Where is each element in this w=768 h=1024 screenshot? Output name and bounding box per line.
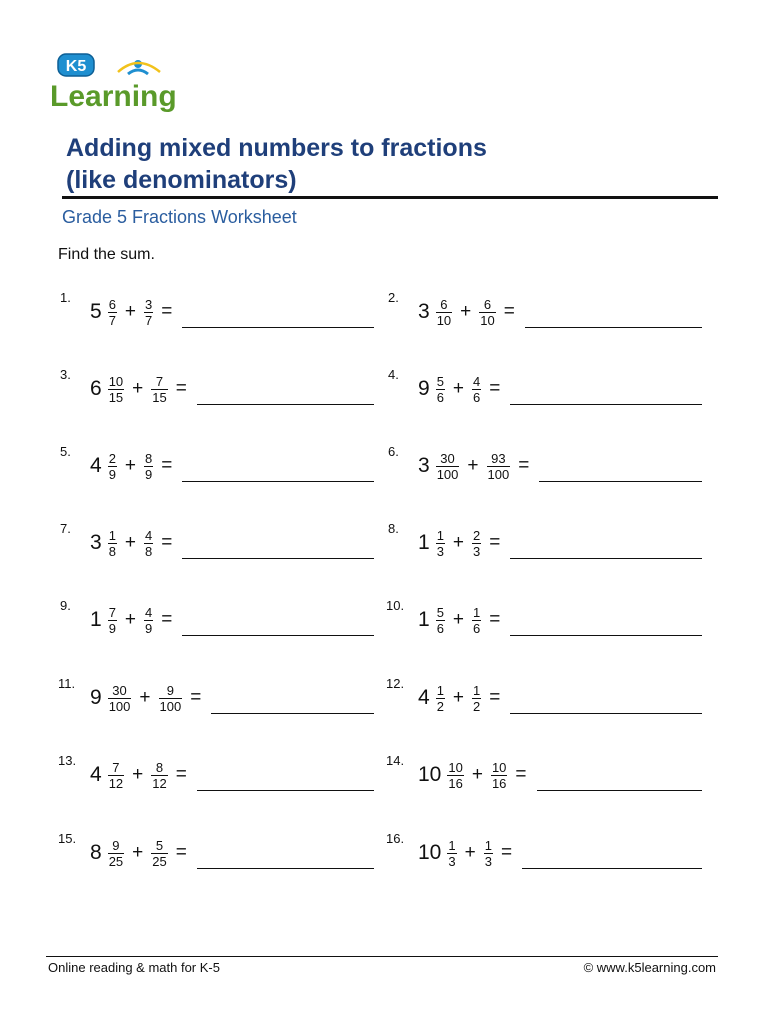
first-denominator: 15 [108,389,124,405]
first-denominator: 3 [436,543,444,559]
plus-sign: + [452,378,465,399]
second-fraction [472,528,481,559]
first-fraction [108,451,117,482]
answer-blank [539,481,702,482]
problem-number: 4. [388,367,399,382]
first-fraction [436,605,445,636]
first-fraction [436,451,460,482]
whole-number: 1 [418,608,430,631]
answer-blank [537,790,702,791]
footer-divider [46,956,718,957]
first-fraction [108,605,117,636]
plus-sign: + [464,842,476,863]
equals-sign: = [515,764,527,785]
title-line-2: (like denominators) [66,166,297,194]
equals-sign: = [190,687,202,708]
problem-number: 6. [388,444,399,459]
plus-sign: + [124,609,137,630]
problem-number: 12. [386,676,405,691]
second-denominator: 15 [152,389,167,405]
second-fraction [144,297,153,328]
first-denominator: 6 [436,389,444,405]
first-numerator: 30 [440,450,455,466]
first-numerator: 1 [448,837,456,853]
second-numerator: 1 [484,837,492,853]
first-fraction [447,838,456,869]
problem-number: 2. [388,290,399,305]
plus-sign: + [452,687,465,708]
whole-number: 3 [418,454,430,477]
problem-expression [90,371,187,407]
k5-learning-logo [48,50,188,114]
whole-number: 1 [90,608,102,631]
whole-number: 3 [418,300,430,323]
plus-sign: + [132,842,144,863]
second-denominator: 3 [484,853,492,869]
answer-blank [510,635,702,636]
footer-tagline: Online reading & math for K-5 [48,960,220,975]
first-denominator: 6 [436,620,444,636]
first-fraction [436,528,445,559]
first-fraction [108,297,117,328]
problem-expression [418,371,500,407]
second-numerator: 7 [155,373,164,389]
problem-number: 10. [386,598,405,613]
second-denominator: 9 [145,620,153,636]
first-denominator: 3 [448,853,456,869]
first-denominator: 9 [108,620,116,636]
problem-expression [418,757,527,793]
equals-sign: = [161,455,173,476]
second-numerator: 93 [491,450,506,466]
problem-number: 14. [386,753,405,768]
problem-number: 5. [60,444,71,459]
first-fraction [447,760,463,791]
problem-number: 16. [386,831,405,846]
whole-number: 1 [418,531,430,554]
plus-sign: + [471,764,483,785]
whole-number: 9 [418,377,430,400]
first-denominator: 7 [108,312,116,328]
plus-sign: + [124,455,137,476]
second-numerator: 6 [483,296,492,312]
second-numerator: 4 [145,527,153,543]
second-denominator: 2 [473,698,481,714]
plus-sign: + [452,609,465,630]
second-fraction [472,605,481,636]
first-numerator: 5 [436,373,444,389]
equals-sign: = [161,609,173,630]
answer-blank [525,327,702,328]
problem-number: 9. [60,598,71,613]
second-denominator: 9 [145,466,153,482]
first-numerator: 2 [108,450,116,466]
second-numerator: 4 [145,604,153,620]
first-fraction [108,683,132,714]
second-denominator: 10 [480,312,495,328]
problem-expression [90,525,172,561]
whole-number: 4 [418,686,430,709]
equals-sign: = [518,455,530,476]
second-numerator: 3 [145,296,153,312]
problem-expression [90,602,172,638]
second-fraction [472,374,481,405]
first-denominator: 25 [108,853,124,869]
answer-blank [197,404,374,405]
plus-sign: + [460,301,472,322]
equals-sign: = [175,764,187,785]
second-denominator: 12 [152,775,167,791]
problem-expression [418,602,500,638]
header-divider [62,196,718,199]
title-line-1: Adding mixed numbers to fractions [66,134,487,162]
second-fraction [144,605,153,636]
first-numerator: 6 [108,296,116,312]
worksheet-subtitle: Grade 5 Fractions Worksheet [62,207,297,227]
second-fraction [487,451,511,482]
second-numerator: 5 [155,837,164,853]
equals-sign: = [489,687,501,708]
first-numerator: 10 [448,759,463,775]
first-denominator: 9 [108,466,116,482]
second-numerator: 9 [166,682,174,698]
first-fraction [108,528,117,559]
second-denominator: 16 [491,775,507,791]
problem-number: 7. [60,521,71,536]
problem-expression [90,757,187,793]
answer-blank [522,868,702,869]
first-numerator: 1 [108,527,116,543]
svg-text:K5: K5 [65,58,87,75]
second-numerator: 8 [145,450,153,466]
problem-expression [90,448,172,484]
first-denominator: 8 [108,543,116,559]
svg-text:Learning: Learning [50,80,177,113]
answer-blank [182,558,374,559]
answer-blank [182,481,374,482]
second-fraction [484,838,493,869]
equals-sign: = [489,532,501,553]
problem-expression [90,835,187,871]
answer-blank [211,713,374,714]
second-fraction [472,683,481,714]
whole-number: 3 [90,531,102,554]
equals-sign: = [175,378,187,399]
first-numerator: 7 [108,604,116,620]
second-numerator: 1 [473,682,481,698]
footer-website: © www.k5learning.com [583,960,716,975]
first-numerator: 5 [436,604,444,620]
equals-sign: = [500,842,513,863]
second-denominator: 25 [152,853,167,869]
plus-sign: + [467,455,479,476]
whole-number: 9 [90,686,102,709]
problem-number: 3. [60,367,71,382]
equals-sign: = [161,532,173,553]
answer-blank [182,635,374,636]
problem-number: 13. [58,753,77,768]
whole-number: 4 [90,763,102,786]
plus-sign: + [124,532,137,553]
problem-expression [418,294,515,330]
first-numerator: 9 [112,837,120,853]
whole-number: 5 [90,300,102,323]
first-numerator: 1 [436,682,444,698]
first-numerator: 6 [440,296,448,312]
problem-expression [418,525,500,561]
plus-sign: + [132,764,144,785]
second-denominator: 100 [159,698,182,714]
worksheet-title [66,132,706,196]
second-numerator: 2 [473,527,481,543]
second-numerator: 1 [473,604,481,620]
second-fraction [151,838,167,869]
plus-sign: + [132,378,144,399]
second-fraction [151,374,167,405]
first-denominator: 12 [108,775,124,791]
problem-expression [418,835,512,871]
first-denominator: 100 [108,698,131,714]
first-denominator: 100 [436,466,459,482]
second-numerator: 4 [473,373,481,389]
second-denominator: 3 [473,543,481,559]
second-denominator: 6 [473,620,481,636]
answer-blank [510,713,702,714]
first-fraction [436,297,452,328]
problem-expression [90,680,201,716]
whole-number: 6 [90,377,102,400]
plus-sign: + [124,301,137,322]
answer-blank [197,868,374,869]
second-fraction [151,760,167,791]
equals-sign: = [503,301,515,322]
whole-number: 10 [418,841,442,864]
second-fraction [144,451,153,482]
second-denominator: 8 [145,543,153,559]
equals-sign: = [175,842,187,863]
problem-expression [418,448,529,484]
equals-sign: = [161,301,173,322]
instructions: Find the sum. [58,246,155,263]
answer-blank [510,558,702,559]
second-denominator: 6 [473,389,481,405]
whole-number: 10 [418,763,442,786]
first-fraction [436,374,445,405]
problem-expression [418,680,500,716]
first-numerator: 7 [112,759,120,775]
answer-blank [197,790,374,791]
second-fraction [144,528,153,559]
second-numerator: 8 [155,759,164,775]
first-denominator: 16 [448,775,463,791]
first-numerator: 1 [436,527,444,543]
first-fraction [108,374,124,405]
plus-sign: + [139,687,151,708]
second-fraction [479,297,495,328]
second-fraction [159,683,183,714]
second-denominator: 100 [487,466,510,482]
answer-blank [510,404,702,405]
second-numerator: 10 [491,759,507,775]
equals-sign: = [489,609,501,630]
first-numerator: 30 [112,682,127,698]
second-denominator: 7 [145,312,153,328]
answer-blank [182,327,374,328]
second-fraction [491,760,507,791]
equals-sign: = [489,378,501,399]
whole-number: 4 [90,454,102,477]
first-fraction [108,760,124,791]
problem-number: 1. [60,290,71,305]
first-denominator: 2 [436,698,444,714]
whole-number: 8 [90,841,102,864]
first-fraction [436,683,445,714]
plus-sign: + [452,532,465,553]
problem-number: 11. [58,676,76,691]
first-numerator: 10 [108,373,124,389]
problem-number: 15. [58,831,77,846]
first-denominator: 10 [436,312,452,328]
first-fraction [108,838,124,869]
problem-number: 8. [388,521,399,536]
problem-expression [90,294,172,330]
